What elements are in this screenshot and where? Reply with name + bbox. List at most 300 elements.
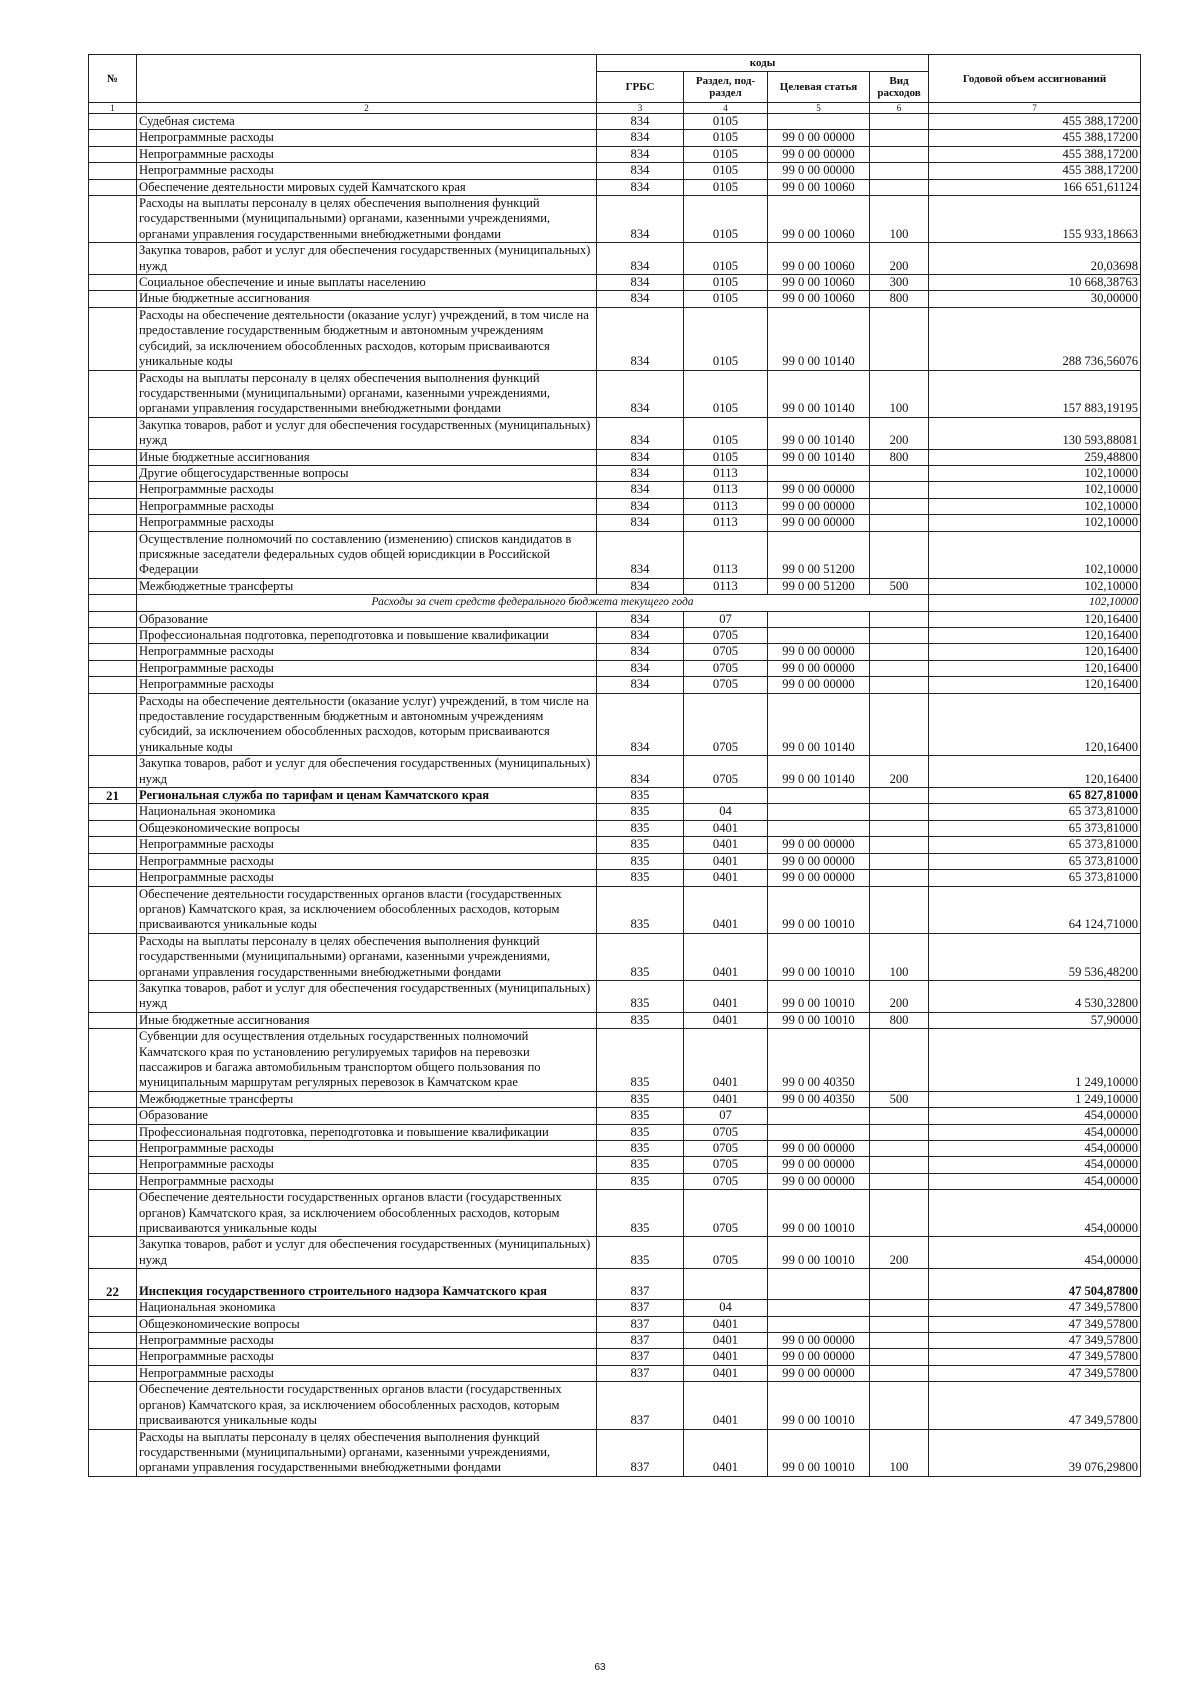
table-row xyxy=(89,677,1141,693)
table-row xyxy=(89,130,1141,146)
row-razdel: 0401 xyxy=(684,870,768,886)
row-name: Расходы на выплаты персоналу в целях обеспечения выполнения функций государственными (муниципальными) органами, казенными учреждениями, органами управления государственными внебюджетными фондами xyxy=(137,933,597,980)
row-razdel: 0113 xyxy=(684,515,768,531)
row-grbs: 834 xyxy=(597,291,684,307)
row-amount: 39 076,29800 xyxy=(929,1429,1141,1476)
row-vid xyxy=(870,677,929,693)
row-name: Непрограммные расходы xyxy=(137,644,597,660)
row-number xyxy=(89,1124,137,1140)
table-row xyxy=(89,611,1141,627)
row-tselevaya: 99 0 00 00000 xyxy=(768,1157,870,1173)
row-vid: 500 xyxy=(870,1091,929,1107)
row-tselevaya xyxy=(768,820,870,836)
row-vid xyxy=(870,837,929,853)
row-razdel: 0705 xyxy=(684,1124,768,1140)
row-amount: 455 388,17200 xyxy=(929,130,1141,146)
row-number xyxy=(89,163,137,179)
table-row xyxy=(89,243,1141,275)
row-number xyxy=(89,1173,137,1189)
row-grbs: 835 xyxy=(597,933,684,980)
col-num-6: 6 xyxy=(870,103,929,114)
row-number xyxy=(89,482,137,498)
row-name: Непрограммные расходы xyxy=(137,870,597,886)
row-grbs: 834 xyxy=(597,196,684,243)
header-tselevaya: Целевая статья xyxy=(768,72,870,103)
row-tselevaya: 99 0 00 00000 xyxy=(768,146,870,162)
table-row xyxy=(89,146,1141,162)
row-grbs: 837 xyxy=(597,1382,684,1429)
row-name: Закупка товаров, работ и услуг для обеспечения государственных (муниципальных) нужд xyxy=(137,417,597,449)
row-number xyxy=(89,1091,137,1107)
row-razdel: 0401 xyxy=(684,933,768,980)
row-number xyxy=(89,417,137,449)
row-amount: 288 736,56076 xyxy=(929,307,1141,370)
row-grbs: 835 xyxy=(597,1012,684,1028)
row-vid xyxy=(870,611,929,627)
row-amount: 454,00000 xyxy=(929,1141,1141,1157)
row-tselevaya: 99 0 00 10010 xyxy=(768,1190,870,1237)
row-razdel: 0705 xyxy=(684,1190,768,1237)
row-amount: 47 349,57800 xyxy=(929,1316,1141,1332)
row-vid: 300 xyxy=(870,275,929,291)
row-amount: 155 933,18663 xyxy=(929,196,1141,243)
row-vid xyxy=(870,1300,929,1316)
row-tselevaya xyxy=(768,1124,870,1140)
row-razdel: 0105 xyxy=(684,370,768,417)
row-number xyxy=(89,1316,137,1332)
row-amount: 102,10000 xyxy=(929,578,1141,594)
row-number xyxy=(89,370,137,417)
row-name: Иные бюджетные ассигнования xyxy=(137,449,597,465)
row-amount: 47 349,57800 xyxy=(929,1300,1141,1316)
row-name: Непрограммные расходы xyxy=(137,163,597,179)
table-row xyxy=(89,788,1141,804)
row-amount: 455 388,17200 xyxy=(929,114,1141,130)
row-tselevaya xyxy=(768,465,870,481)
row-razdel: 0401 xyxy=(684,1365,768,1381)
row-name: Расходы на выплаты персоналу в целях обеспечения выполнения функций государственными (муниципальными) органами, казенными учреждениями, органами управления государственными внебюджетными фондами xyxy=(137,370,597,417)
row-number xyxy=(89,693,137,756)
row-grbs: 834 xyxy=(597,531,684,578)
table-row xyxy=(89,853,1141,869)
row-name: Общеэкономические вопросы xyxy=(137,1316,597,1332)
table-row xyxy=(89,628,1141,644)
row-razdel: 0113 xyxy=(684,482,768,498)
row-amount: 65 373,81000 xyxy=(929,853,1141,869)
row-vid xyxy=(870,870,929,886)
row-number xyxy=(89,756,137,788)
table-row xyxy=(89,291,1141,307)
row-number xyxy=(89,628,137,644)
row-tselevaya xyxy=(768,1316,870,1332)
table-row xyxy=(89,886,1141,933)
row-razdel: 0105 xyxy=(684,179,768,195)
row-tselevaya: 99 0 00 10010 xyxy=(768,886,870,933)
row-vid: 500 xyxy=(870,578,929,594)
row-vid xyxy=(870,1316,929,1332)
row-razdel: 0105 xyxy=(684,130,768,146)
header-number: № xyxy=(89,55,137,103)
row-grbs: 835 xyxy=(597,870,684,886)
row-name: Непрограммные расходы xyxy=(137,498,597,514)
col-num-1: 1 xyxy=(89,103,137,114)
row-razdel: 0705 xyxy=(684,628,768,644)
row-razdel: 0705 xyxy=(684,1173,768,1189)
row-tselevaya: 99 0 00 10060 xyxy=(768,196,870,243)
row-razdel: 0401 xyxy=(684,820,768,836)
row-vid xyxy=(870,465,929,481)
row-name: Иные бюджетные ассигнования xyxy=(137,1012,597,1028)
row-tselevaya: 99 0 00 40350 xyxy=(768,1029,870,1092)
row-number xyxy=(89,870,137,886)
row-grbs: 834 xyxy=(597,275,684,291)
row-name: Субвенции для осуществления отдельных государственных полномочий Камчатского края по установлению регулируемых тарифов на перевозки пассажиров и багажа автомобильным транспортом общего пользования по муниципальным маршрутам регулярных перевозок в Камчатском крае xyxy=(137,1029,597,1092)
row-grbs: 834 xyxy=(597,693,684,756)
table-row xyxy=(89,1173,1141,1189)
row-vid xyxy=(870,1382,929,1429)
row-number xyxy=(89,1108,137,1124)
row-grbs: 837 xyxy=(597,1300,684,1316)
row-amount: 120,16400 xyxy=(929,611,1141,627)
row-tselevaya: 99 0 00 00000 xyxy=(768,870,870,886)
row-amount: 59 536,48200 xyxy=(929,933,1141,980)
row-razdel: 0105 xyxy=(684,307,768,370)
table-row xyxy=(89,595,1141,611)
budget-sheet xyxy=(88,54,1140,1477)
row-tselevaya: 99 0 00 00000 xyxy=(768,1333,870,1349)
row-vid xyxy=(870,644,929,660)
row-vid: 100 xyxy=(870,933,929,980)
row-tselevaya: 99 0 00 10010 xyxy=(768,933,870,980)
row-grbs: 835 xyxy=(597,1173,684,1189)
row-grbs: 835 xyxy=(597,788,684,804)
row-vid: 200 xyxy=(870,980,929,1012)
header-codes: коды xyxy=(597,55,929,72)
row-grbs: 835 xyxy=(597,820,684,836)
row-tselevaya: 99 0 00 10140 xyxy=(768,756,870,788)
row-razdel: 0105 xyxy=(684,114,768,130)
row-grbs: 834 xyxy=(597,243,684,275)
row-tselevaya: 99 0 00 00000 xyxy=(768,1349,870,1365)
table-row xyxy=(89,449,1141,465)
row-number xyxy=(89,611,137,627)
row-name: Непрограммные расходы xyxy=(137,130,597,146)
row-amount: 65 373,81000 xyxy=(929,837,1141,853)
table-row xyxy=(89,644,1141,660)
row-razdel: 07 xyxy=(684,611,768,627)
row-razdel: 0705 xyxy=(684,1141,768,1157)
row-razdel: 07 xyxy=(684,1108,768,1124)
row-vid: 200 xyxy=(870,417,929,449)
table-row xyxy=(89,1157,1141,1173)
table-row xyxy=(89,820,1141,836)
row-grbs: 835 xyxy=(597,1141,684,1157)
table-row xyxy=(89,1382,1141,1429)
row-number xyxy=(89,1237,137,1269)
row-tselevaya xyxy=(768,788,870,804)
row-razdel: 0401 xyxy=(684,886,768,933)
row-tselevaya: 99 0 00 10140 xyxy=(768,693,870,756)
row-tselevaya: 99 0 00 40350 xyxy=(768,1091,870,1107)
row-number xyxy=(89,465,137,481)
row-vid xyxy=(870,1173,929,1189)
row-amount: 102,10000 xyxy=(929,482,1141,498)
row-vid xyxy=(870,804,929,820)
row-grbs: 835 xyxy=(597,980,684,1012)
row-number xyxy=(89,1190,137,1237)
row-grbs: 834 xyxy=(597,482,684,498)
row-razdel: 0113 xyxy=(684,578,768,594)
table-row xyxy=(89,804,1141,820)
row-tselevaya: 99 0 00 10010 xyxy=(768,1012,870,1028)
row-tselevaya xyxy=(768,1108,870,1124)
row-tselevaya: 99 0 00 00000 xyxy=(768,644,870,660)
row-name: Расходы на обеспечение деятельности (оказание услуг) учреждений, в том числе на предоставление государственным бюджетным и автономным учреждениям субсидий, за исключением обособленных расходов, которым присваиваются уникальные коды xyxy=(137,693,597,756)
row-number xyxy=(89,1300,137,1316)
row-name: Национальная экономика xyxy=(137,1300,597,1316)
row-tselevaya: 99 0 00 10010 xyxy=(768,1382,870,1429)
row-grbs: 834 xyxy=(597,515,684,531)
row-name: Межбюджетные трансферты xyxy=(137,578,597,594)
row-vid: 100 xyxy=(870,196,929,243)
row-number xyxy=(89,291,137,307)
row-razdel: 0705 xyxy=(684,1157,768,1173)
row-name: Непрограммные расходы xyxy=(137,660,597,676)
row-amount: 454,00000 xyxy=(929,1108,1141,1124)
table-row xyxy=(89,1349,1141,1365)
budget-table xyxy=(88,54,1141,1477)
row-grbs: 835 xyxy=(597,1091,684,1107)
row-grbs: 834 xyxy=(597,163,684,179)
row-vid xyxy=(870,1124,929,1140)
col-num-5: 5 xyxy=(768,103,870,114)
row-amount: 65 373,81000 xyxy=(929,804,1141,820)
row-amount: 130 593,88081 xyxy=(929,417,1141,449)
row-amount: 454,00000 xyxy=(929,1157,1141,1173)
row-razdel: 0705 xyxy=(684,677,768,693)
table-row xyxy=(89,531,1141,578)
row-tselevaya xyxy=(768,804,870,820)
row-name: Непрограммные расходы xyxy=(137,146,597,162)
row-name: Обеспечение деятельности государственных органов власти (государственных органов) Камчатского края, за исключением обособленных расходов, которым присваиваются уникальные коды xyxy=(137,1382,597,1429)
row-grbs: 837 xyxy=(597,1333,684,1349)
row-vid: 100 xyxy=(870,1429,929,1476)
row-amount: 120,16400 xyxy=(929,756,1141,788)
row-number xyxy=(89,179,137,195)
row-vid xyxy=(870,853,929,869)
row-name: Профессиональная подготовка, переподготовка и повышение квалификации xyxy=(137,628,597,644)
row-number xyxy=(89,1157,137,1173)
row-number xyxy=(89,1429,137,1476)
row-vid xyxy=(870,179,929,195)
row-grbs: 834 xyxy=(597,756,684,788)
row-name: Социальное обеспечение и иные выплаты населению xyxy=(137,275,597,291)
row-grbs: 835 xyxy=(597,837,684,853)
row-grbs: 835 xyxy=(597,1237,684,1269)
row-name: Непрограммные расходы xyxy=(137,1141,597,1157)
table-row xyxy=(89,179,1141,195)
row-number xyxy=(89,980,137,1012)
row-amount: 65 827,81000 xyxy=(929,788,1141,804)
row-tselevaya: 99 0 00 10060 xyxy=(768,179,870,195)
row-tselevaya: 99 0 00 00000 xyxy=(768,677,870,693)
row-name: Непрограммные расходы xyxy=(137,1349,597,1365)
row-razdel: 0705 xyxy=(684,1237,768,1269)
header-name-blank xyxy=(137,55,597,103)
row-razdel: 0105 xyxy=(684,163,768,179)
row-vid xyxy=(870,788,929,804)
row-grbs: 834 xyxy=(597,628,684,644)
row-name: Расходы на обеспечение деятельности (оказание услуг) учреждений, в том числе на предоставление государственным бюджетным и автономным учреждениям субсидий, за исключением обособленных расходов, которым присваиваются уникальные коды xyxy=(137,307,597,370)
row-number xyxy=(89,196,137,243)
row-grbs: 834 xyxy=(597,498,684,514)
row-name: Непрограммные расходы xyxy=(137,837,597,853)
row-name: Закупка товаров, работ и услуг для обеспечения государственных (муниципальных) нужд xyxy=(137,1237,597,1269)
row-name: Осуществление полномочий по составлению (изменению) списков кандидатов в присяжные заседатели федеральных судов общей юрисдикции в Российской Федерации xyxy=(137,531,597,578)
row-grbs: 835 xyxy=(597,1190,684,1237)
row-tselevaya: 99 0 00 51200 xyxy=(768,531,870,578)
row-amount: 259,48800 xyxy=(929,449,1141,465)
row-grbs: 835 xyxy=(597,886,684,933)
row-grbs: 835 xyxy=(597,853,684,869)
row-tselevaya: 99 0 00 00000 xyxy=(768,515,870,531)
row-name: Непрограммные расходы xyxy=(137,482,597,498)
header-razdel: Раздел, под-раздел xyxy=(684,72,768,103)
row-number: 21 xyxy=(89,788,137,804)
row-grbs: 834 xyxy=(597,146,684,162)
row-name: Расходы на выплаты персоналу в целях обеспечения выполнения функций государственными (муниципальными) органами, казенными учреждениями, органами управления государственными внебюджетными фондами xyxy=(137,196,597,243)
table-row xyxy=(89,1269,1141,1300)
row-number xyxy=(89,1349,137,1365)
row-razdel: 04 xyxy=(684,804,768,820)
table-row xyxy=(89,465,1141,481)
row-number xyxy=(89,275,137,291)
row-number xyxy=(89,886,137,933)
row-razdel: 0401 xyxy=(684,853,768,869)
row-amount: 157 883,19195 xyxy=(929,370,1141,417)
row-number xyxy=(89,578,137,594)
row-vid: 200 xyxy=(870,756,929,788)
row-razdel: 0113 xyxy=(684,498,768,514)
row-razdel: 04 xyxy=(684,1300,768,1316)
row-grbs: 835 xyxy=(597,1157,684,1173)
row-name: Непрограммные расходы xyxy=(137,1333,597,1349)
row-amount: 47 349,57800 xyxy=(929,1349,1141,1365)
row-amount: 120,16400 xyxy=(929,693,1141,756)
table-row xyxy=(89,870,1141,886)
row-number xyxy=(89,1141,137,1157)
row-amount: 30,00000 xyxy=(929,291,1141,307)
row-razdel: 0401 xyxy=(684,837,768,853)
row-name: Другие общегосударственные вопросы xyxy=(137,465,597,481)
row-vid xyxy=(870,146,929,162)
row-number xyxy=(89,853,137,869)
row-vid xyxy=(870,130,929,146)
table-row xyxy=(89,1029,1141,1092)
col-num-7: 7 xyxy=(929,103,1141,114)
table-row xyxy=(89,370,1141,417)
row-tselevaya: 99 0 00 00000 xyxy=(768,853,870,869)
row-razdel: 0105 xyxy=(684,243,768,275)
row-grbs: 834 xyxy=(597,370,684,417)
table-row xyxy=(89,1124,1141,1140)
row-amount: 454,00000 xyxy=(929,1124,1141,1140)
row-vid: 800 xyxy=(870,291,929,307)
row-tselevaya: 99 0 00 00000 xyxy=(768,163,870,179)
row-razdel xyxy=(684,1269,768,1300)
row-vid xyxy=(870,482,929,498)
row-razdel: 0105 xyxy=(684,146,768,162)
row-razdel: 0113 xyxy=(684,531,768,578)
row-tselevaya: 99 0 00 00000 xyxy=(768,1173,870,1189)
row-vid xyxy=(870,1141,929,1157)
row-number xyxy=(89,1382,137,1429)
row-amount: 47 349,57800 xyxy=(929,1365,1141,1381)
table-row xyxy=(89,1091,1141,1107)
row-amount: 47 504,87800 xyxy=(929,1269,1141,1300)
row-tselevaya: 99 0 00 00000 xyxy=(768,1365,870,1381)
row-grbs: 837 xyxy=(597,1316,684,1332)
row-tselevaya: 99 0 00 00000 xyxy=(768,130,870,146)
row-vid: 800 xyxy=(870,1012,929,1028)
row-tselevaya: 99 0 00 00000 xyxy=(768,660,870,676)
table-row xyxy=(89,1333,1141,1349)
row-vid xyxy=(870,693,929,756)
row-razdel: 0401 xyxy=(684,1316,768,1332)
row-number xyxy=(89,449,137,465)
row-name: Закупка товаров, работ и услуг для обеспечения государственных (муниципальных) нужд xyxy=(137,980,597,1012)
table-row xyxy=(89,1365,1141,1381)
row-tselevaya xyxy=(768,1269,870,1300)
row-number xyxy=(89,660,137,676)
row-vid xyxy=(870,1190,929,1237)
row-amount: 102,10000 xyxy=(929,595,1141,611)
row-name: Национальная экономика xyxy=(137,804,597,820)
table-row xyxy=(89,756,1141,788)
row-grbs: 834 xyxy=(597,644,684,660)
row-grbs: 835 xyxy=(597,1029,684,1092)
row-vid xyxy=(870,531,929,578)
row-razdel: 0705 xyxy=(684,644,768,660)
row-amount: 120,16400 xyxy=(929,628,1141,644)
row-vid xyxy=(870,163,929,179)
header-annual: Годовой объем ассигнований xyxy=(929,55,1141,103)
row-name: Образование xyxy=(137,611,597,627)
header-grbs: ГРБС xyxy=(597,72,684,103)
row-tselevaya xyxy=(768,611,870,627)
row-amount: 120,16400 xyxy=(929,644,1141,660)
table-row xyxy=(89,933,1141,980)
row-razdel: 0113 xyxy=(684,465,768,481)
row-name: Непрограммные расходы xyxy=(137,1365,597,1381)
row-name: Непрограммные расходы xyxy=(137,853,597,869)
row-vid xyxy=(870,820,929,836)
row-grbs: 834 xyxy=(597,130,684,146)
row-grbs: 834 xyxy=(597,677,684,693)
row-tselevaya: 99 0 00 10140 xyxy=(768,417,870,449)
row-amount: 102,10000 xyxy=(929,531,1141,578)
table-row xyxy=(89,196,1141,243)
table-row xyxy=(89,498,1141,514)
row-tselevaya: 99 0 00 51200 xyxy=(768,578,870,594)
row-razdel xyxy=(684,788,768,804)
row-number xyxy=(89,1012,137,1028)
row-vid xyxy=(870,1349,929,1365)
row-vid: 200 xyxy=(870,243,929,275)
col-num-2: 2 xyxy=(137,103,597,114)
row-name: Иные бюджетные ассигнования xyxy=(137,291,597,307)
row-amount: 65 373,81000 xyxy=(929,870,1141,886)
